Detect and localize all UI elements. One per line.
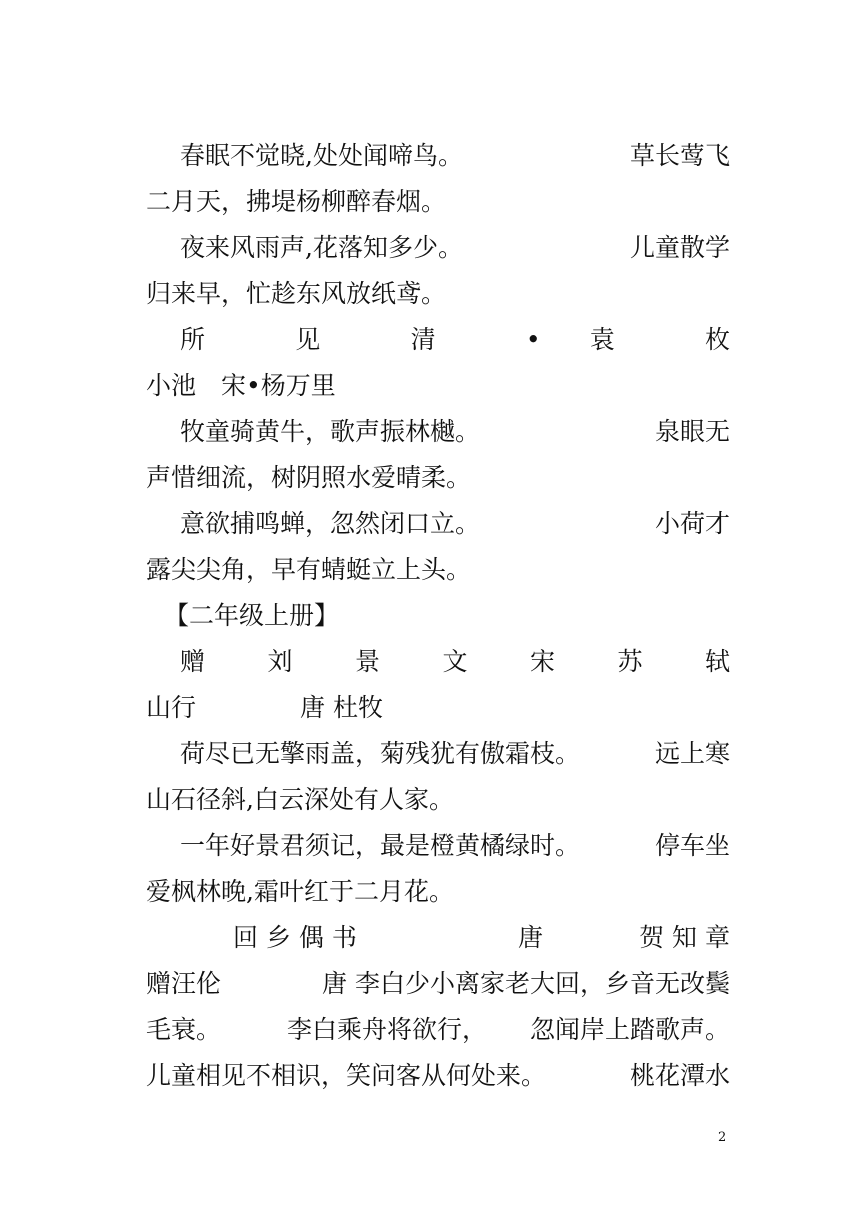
text-line: 归来早，忙趁东风放纸鸢。	[146, 279, 447, 308]
poem-author: 贺 知 章	[639, 923, 730, 952]
verse-text: 李白乘舟将欲行，	[287, 1015, 488, 1044]
verse-text: 忽闻岸上踏歌声。	[529, 1015, 730, 1044]
text-line: 二月天，拂堤杨柳醉春烟。	[146, 187, 447, 216]
text-line	[146, 1056, 730, 1096]
text-line	[146, 136, 730, 176]
verse-text: 牧童骑黄牛，歌声振林樾。	[180, 417, 481, 446]
poem-title-line	[146, 918, 730, 958]
text-line: 声惜细流，树阴照水爱晴柔。	[146, 463, 472, 492]
page-number: 2	[718, 1130, 727, 1145]
verse-text: 意欲捕鸣蝉，忽然闭口立。	[180, 509, 481, 538]
verse-text: 儿童相见不相识，笑问客从何处来。	[146, 1061, 547, 1090]
verse-text: 春眠不觉晓,处处闻啼鸟。	[180, 141, 463, 170]
verse-text: 儿童散学	[629, 233, 730, 262]
verse-text: 草长莺飞	[629, 141, 730, 170]
text-line	[146, 734, 730, 774]
text-line: 爱枫林晚,霜叶红于二月花。	[146, 877, 454, 906]
poem-title: 赠汪伦	[146, 969, 222, 998]
verse-text: 毛衰。	[146, 1015, 222, 1044]
poem-title: 小池 宋•杨万里	[146, 371, 336, 400]
poem-title-line	[146, 688, 730, 728]
text-line	[146, 1010, 730, 1050]
poem-title: 所 见 清 • 袁 枚	[180, 325, 730, 354]
section-heading: 【二年级上册】	[164, 601, 340, 630]
verse-text: 小荷才	[654, 509, 730, 538]
text-line: 露尖尖角，早有蜻蜓立上头。	[146, 555, 472, 584]
text-line	[146, 504, 730, 544]
poem-title: 山行	[146, 693, 197, 722]
verse-text: 桃花潭水	[629, 1061, 730, 1090]
poem-dynasty: 唐	[518, 923, 544, 952]
verse-text: 唐 李白少小离家老大回，乡音无改鬓	[322, 969, 730, 998]
verse-text: 夜来风雨声,花落知多少。	[180, 233, 463, 262]
verse-text: 远上寒	[654, 739, 730, 768]
verse-text: 荷尽已无擎雨盖，菊残犹有傲霜枝。	[180, 739, 581, 768]
text-line: 山石径斜,白云深处有人家。	[146, 785, 454, 814]
text-line	[146, 228, 730, 268]
verse-text: 泉眼无	[654, 417, 730, 446]
text-line	[146, 964, 730, 1004]
poem-title: 赠 刘 景 文 宋 苏 轼	[180, 647, 730, 676]
verse-text: 一年好景君须记，最是橙黄橘绿时。	[180, 831, 581, 860]
verse-text: 停车坐	[654, 831, 730, 860]
poem-author: 唐 杜牧	[300, 693, 383, 722]
text-line	[146, 826, 730, 866]
text-line	[146, 412, 730, 452]
poem-title: 回 乡 偶 书	[233, 923, 357, 952]
